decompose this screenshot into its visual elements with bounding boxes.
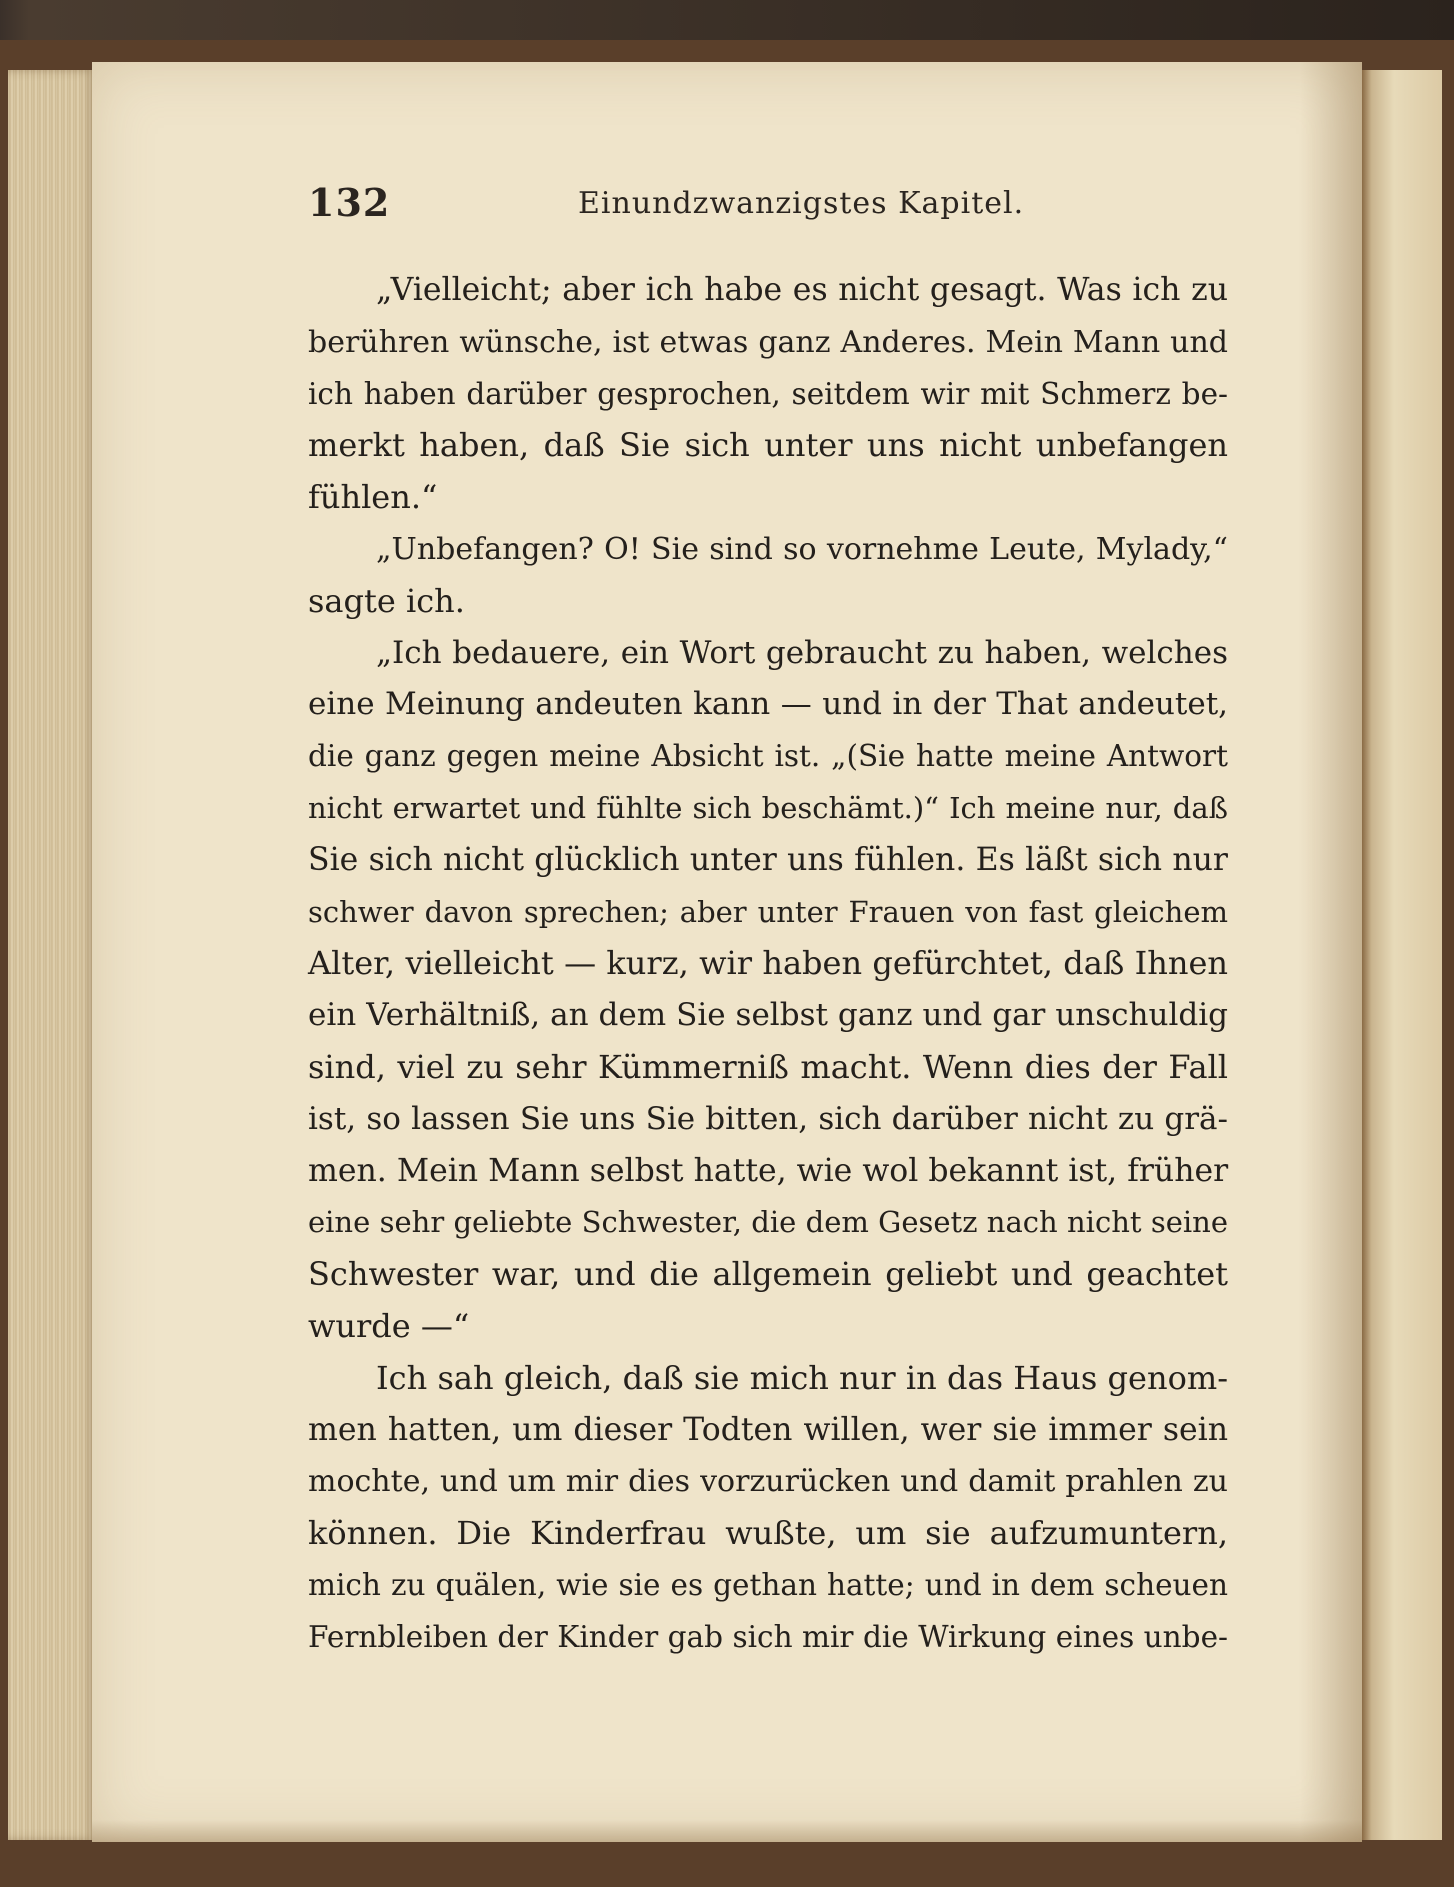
- body-text: [308, 265, 1228, 1664]
- text-line: ist, so lassen Sie uns Sie bitten, sich darüber nicht zu grä-: [308, 1100, 1228, 1137]
- page-header: [308, 180, 1238, 240]
- facing-page-edge: [1362, 70, 1442, 1840]
- text-line: ein Verhältniß, an dem Sie selbst ganz und gar unschuldig: [308, 997, 1228, 1034]
- text-line: schwer davon sprechen; aber unter Frauen von fast gleichem: [308, 894, 1228, 929]
- text-line: berühren wünsche, ist etwas ganz Anderes. Mein Mann und: [308, 324, 1228, 360]
- text-line: Fernbleiben der Kinder gab sich mir die Wirkung eines unbe-: [308, 1619, 1228, 1654]
- text-line: merkt haben, daß Sie sich unter uns nicht unbefangen: [308, 426, 1228, 465]
- text-line: eine Meinung andeuten kann — und in der That andeutet,: [308, 686, 1228, 723]
- text-line: mich zu quälen, wie sie es gethan hatte; und in dem scheuen: [308, 1567, 1228, 1602]
- text-line: „Vielleicht; aber ich habe es nicht gesagt. Was ich zu: [376, 272, 1228, 308]
- text-line: sagte ich.: [308, 581, 465, 620]
- text-line: sind, viel zu sehr Kümmerniß macht. Wenn dies der Fall: [308, 1047, 1228, 1086]
- text-line: „Ich bedauere, ein Wort gebraucht zu haben, welches: [376, 634, 1228, 671]
- text-line: men hatten, um dieser Todten willen, wer sie immer sein: [308, 1411, 1228, 1448]
- text-line: Sie sich nicht glücklich unter uns fühlen. Es läßt sich nur: [308, 841, 1228, 878]
- text-line: die ganz gegen meine Absicht ist. „(Sie hatte meine Antwort: [308, 739, 1228, 774]
- text-line: men. Mein Mann selbst hatte, wie wol bekannt ist, früher: [308, 1152, 1229, 1189]
- text-line: ich haben darüber gesprochen, seitdem wir mit Schmerz be-: [308, 376, 1228, 411]
- text-line: eine sehr geliebte Schwester, die dem Gesetz nach nicht seine: [308, 1205, 1228, 1240]
- text-line: Schwester war, und die allgemein geliebt und geachtet: [308, 1255, 1228, 1294]
- text-line: nicht erwartet und fühlte sich beschämt.)“ Ich meine nur, daß: [308, 790, 1228, 825]
- text-line: „Unbefangen? O! Sie sind so vornehme Leute, Mylady,“: [376, 531, 1228, 567]
- text-line: Ich sah gleich, daß sie mich nur in das Haus genom-: [376, 1358, 1228, 1397]
- text-line: können. Die Kinderfrau wußte, um sie aufzumuntern,: [308, 1514, 1228, 1553]
- text-line: fühlen.“: [308, 478, 438, 517]
- running-head: Einundzwanzigstes Kapitel.: [578, 186, 1025, 221]
- text-line: wurde —“: [308, 1306, 470, 1345]
- text-line: mochte, und um mir dies vorzurücken und damit prahlen zu: [308, 1464, 1228, 1500]
- page-bottom-edge: [92, 1820, 1362, 1842]
- text-line: Alter, vielleicht — kurz, wir haben gefürchtet, daß Ihnen: [308, 944, 1228, 983]
- gutter-shadow: [1300, 62, 1362, 1842]
- page-number: 132: [308, 180, 391, 225]
- page-stack-edge: [8, 70, 96, 1840]
